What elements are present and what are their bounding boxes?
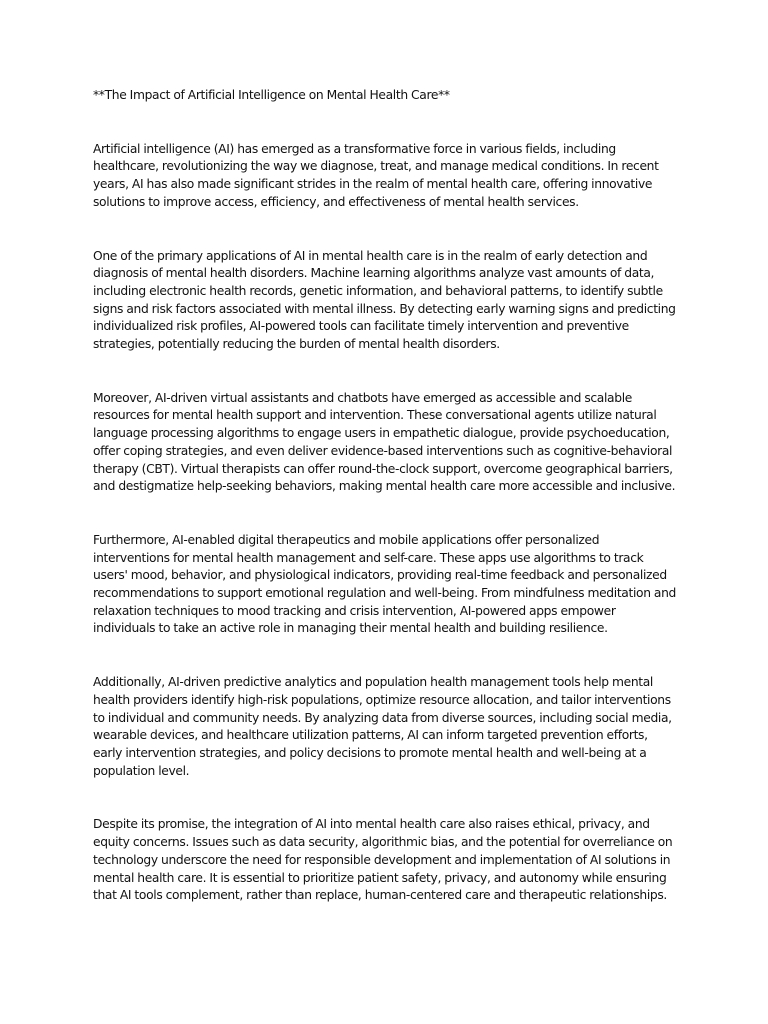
paragraph-predictive-analytics: Additionally, AI-driven predictive analytics and population health management tools help mental health providers identify high-risk populations, optimize resource allocation, and tailor interventions to individual and community needs. By analyzing data from diverse sources, including social media, wearable devices, and healthcare utilization patterns, AI can inform targeted prevention efforts, early intervention strategies, and policy decisions to promote mental health and well-being at a population level. (93, 675, 672, 778)
paragraph-digital-therapeutics: Furthermore, AI-enabled digital therapeutics and mobile applications offer personalized interventions for mental health management and self-care. These apps use algorithms to track users' mood, behavior, and physiological indicators, providing real-time feedback and personalized recommendations to support emotional regulation and well-being. From mindfulness meditation and relaxation techniques to mood tracking and crisis intervention, AI-powered apps empower individuals to take an active role in managing their mental health and building resilience. (93, 532, 676, 636)
paragraph-virtual-assistants: Moreover, AI-driven virtual assistants and chatbots have emerged as accessible and scalable resources for mental health support and intervention. These conversational agents utilize natural language processing algorithms to engage users in empathetic dialogue, provide psychoeducation, offer coping strategies, and even deliver evidence-based interventions such as cognitive-behavioral therapy (CBT). Virtual therapists can offer round-the-clock support, overcome geographical barriers, and destigmatize help-seeking behaviors, making mental health care more accessible and inclusive. (93, 390, 676, 494)
document-body (93, 87, 678, 941)
paragraph-ethical-concerns: Despite its promise, the integration of AI into mental health care also raises ethical, privacy, and equity concerns. Issues such as data security, algorithmic bias, and the potential for overreliance on technology underscore the need for responsible development and implementation of AI solutions in mental health care. It is essential to prioritize patient safety, privacy, and autonomy while ensuring that AI tools complement, rather than replace, human-centered care and therapeutic relationships. (93, 817, 673, 903)
paragraph-introduction: Artificial intelligence (AI) has emerged as a transformative force in various fields, including healthcare, revolutionizing the way we diagnose, treat, and manage medical conditions. In recent years, AI has also made significant strides in the realm of mental health care, offering innovative solutions to improve access, efficiency, and effectiveness of mental health services. (93, 141, 659, 209)
paragraph-early-detection: One of the primary applications of AI in mental health care is in the realm of early detection and diagnosis of mental health disorders. Machine learning algorithms analyze vast amounts of data, including electronic health records, genetic information, and behavioral patterns, to identify subtle signs and risk factors associated with mental illness. By detecting early warning signs and predicting individualized risk profiles, AI-powered tools can facilitate timely intervention and preventive strategies, potentially reducing the burden of mental health disorders. (93, 248, 676, 352)
document-title: **The Impact of Artificial Intelligence on Mental Health Care** (93, 88, 450, 102)
